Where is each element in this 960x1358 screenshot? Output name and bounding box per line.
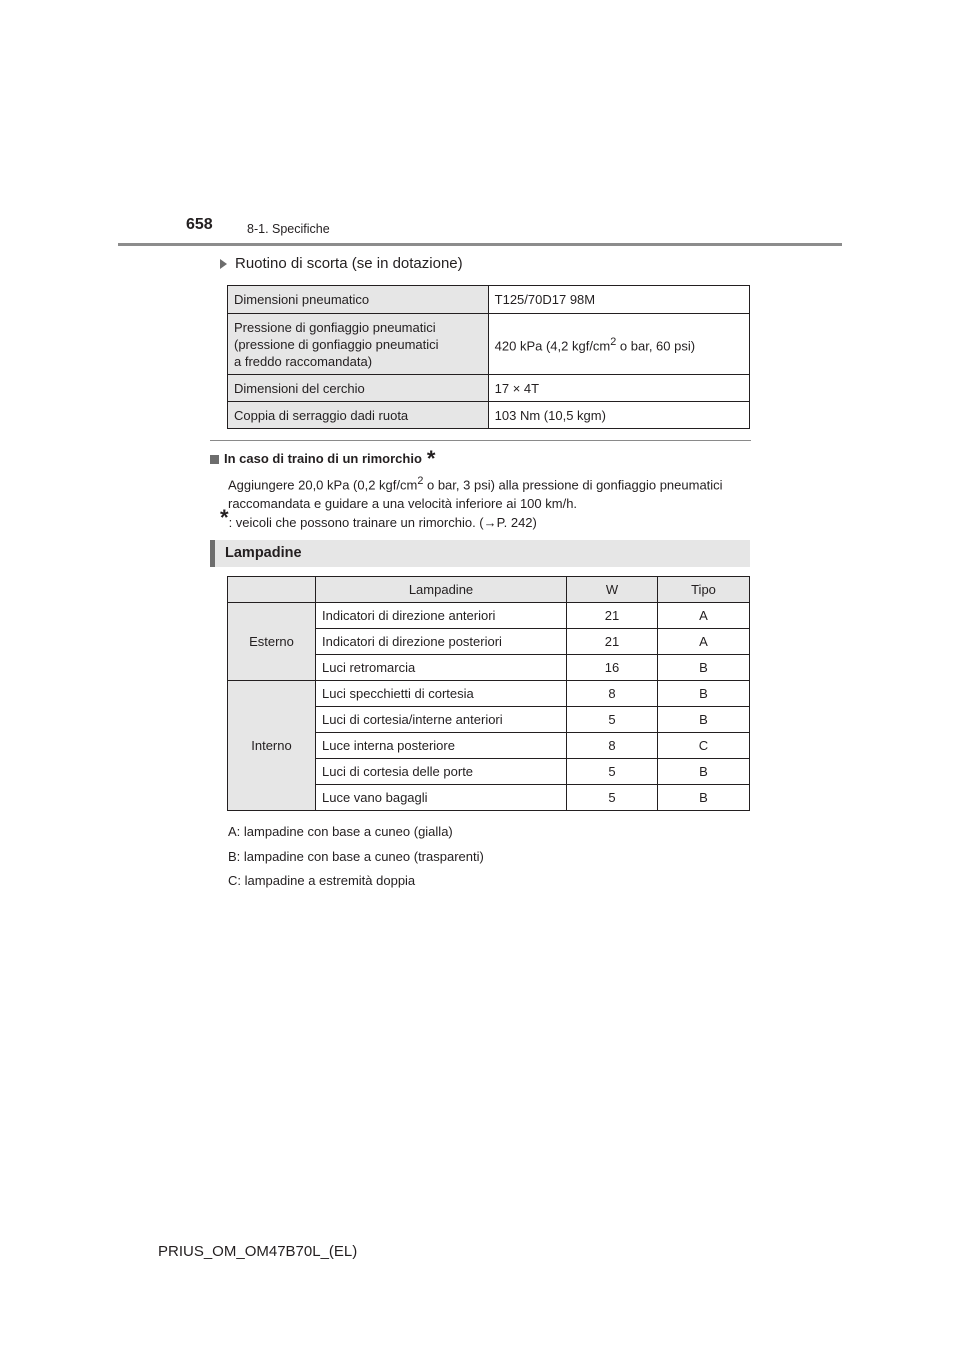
lamps-heading-text: Lampadine <box>225 545 302 561</box>
lamp-type: A <box>658 603 750 629</box>
superscript: 2 <box>417 475 424 487</box>
trailer-text-main: Aggiungere 20,0 kPa (0,2 kgf/cm <box>228 477 418 493</box>
lamp-name: Luci di cortesia delle porte <box>316 759 567 785</box>
spec-label: Dimensioni del cerchio <box>228 375 489 402</box>
trailer-footnote <box>220 505 537 530</box>
lamp-name: Indicatori di direzione anteriori <box>316 603 567 629</box>
pressure-value-tail: o bar, 60 psi) <box>616 338 696 354</box>
table-row <box>228 603 750 629</box>
table-row <box>228 314 750 375</box>
document-code: PRIUS_OM_OM47B70L_(EL) <box>158 1243 358 1260</box>
table-row <box>228 402 750 429</box>
lamp-name: Luce vano bagagli <box>316 785 567 811</box>
lamp-name: Luce interna posteriore <box>316 733 567 759</box>
lamp-name: Luci retromarcia <box>316 655 567 681</box>
column-header: Lampadine <box>316 577 567 603</box>
section-title: 8-1. Specifiche <box>247 222 330 236</box>
lamps-table <box>227 576 750 811</box>
column-header: Tipo <box>658 577 750 603</box>
lamp-watt: 21 <box>567 603 658 629</box>
pressure-value-main: 420 kPa (4,2 kgf/cm <box>494 338 611 354</box>
lamp-type: A <box>658 629 750 655</box>
legend-item: B: lampadine con base a cuneo (trasparenti) <box>228 849 484 864</box>
table-row <box>228 286 750 314</box>
lamp-type: B <box>658 785 750 811</box>
spare-tire-heading <box>220 255 463 272</box>
lamp-type: B <box>658 759 750 785</box>
corner-header-cell <box>228 577 316 603</box>
legend-item: C: lampadine a estremità doppia <box>228 873 416 888</box>
lamp-watt: 5 <box>567 785 658 811</box>
spec-value: T125/70D17 98M <box>488 286 749 314</box>
lamp-name: Indicatori di direzione posteriori <box>316 629 567 655</box>
table-header-row <box>228 577 750 603</box>
footnote-text: : veicoli che possono trainare un rimorchio. (→P. 242) <box>228 515 537 530</box>
header-divider <box>118 243 842 246</box>
trailer-heading <box>210 446 436 471</box>
spec-value: 103 Nm (10,5 kgm) <box>488 402 749 429</box>
trailer-heading-text: In caso di traino di un rimorchio <box>224 451 422 466</box>
column-header: W <box>567 577 658 603</box>
lamp-watt: 8 <box>567 733 658 759</box>
table-row <box>228 375 750 402</box>
triangle-bullet-icon <box>220 259 227 269</box>
spec-label-line: (pressione di gonfiaggio pneumatici <box>234 336 439 352</box>
spec-value: 17 × 4T <box>488 375 749 402</box>
table-row <box>228 681 750 707</box>
spec-label-line: Pressione di gonfiaggio pneumatici <box>234 319 436 335</box>
lamp-type: C <box>658 733 750 759</box>
lamp-type: B <box>658 681 750 707</box>
trailer-text-tail: o bar, 3 psi) alla pressione di gonfiaggio pneumatici raccomandata e guidare a una velocità inferiore ai 100 km/h. <box>228 477 723 512</box>
spec-label-line: a freddo raccomandata) <box>234 353 373 369</box>
square-bullet-icon <box>210 455 219 464</box>
section-divider <box>210 440 751 441</box>
page-number: 658 <box>186 216 213 233</box>
asterisk-mark: * <box>220 505 229 530</box>
group-label-exterior: Esterno <box>228 603 316 681</box>
trailer-paragraph <box>228 472 758 513</box>
group-label-interior: Interno <box>228 681 316 811</box>
lamp-watt: 5 <box>567 707 658 733</box>
lamps-section-heading <box>210 540 750 567</box>
lamp-name: Luci specchietti di cortesia <box>316 681 567 707</box>
lamp-type: B <box>658 707 750 733</box>
asterisk-mark: * <box>426 446 436 471</box>
lamp-watt: 21 <box>567 629 658 655</box>
spare-tire-heading-text: Ruotino di scorta (se in dotazione) <box>235 255 463 272</box>
lamp-watt: 8 <box>567 681 658 707</box>
spec-label: Coppia di serraggio dadi ruota <box>228 402 489 429</box>
lamp-watt: 16 <box>567 655 658 681</box>
lamp-name: Luci di cortesia/interne anteriori <box>316 707 567 733</box>
spec-label <box>228 314 489 375</box>
superscript: 2 <box>610 335 617 348</box>
lamp-watt: 5 <box>567 759 658 785</box>
legend-item: A: lampadine con base a cuneo (gialla) <box>228 824 453 839</box>
spec-label: Dimensioni pneumatico <box>228 286 489 314</box>
lamp-type: B <box>658 655 750 681</box>
spare-tire-table <box>227 285 750 429</box>
spec-value <box>488 314 749 375</box>
